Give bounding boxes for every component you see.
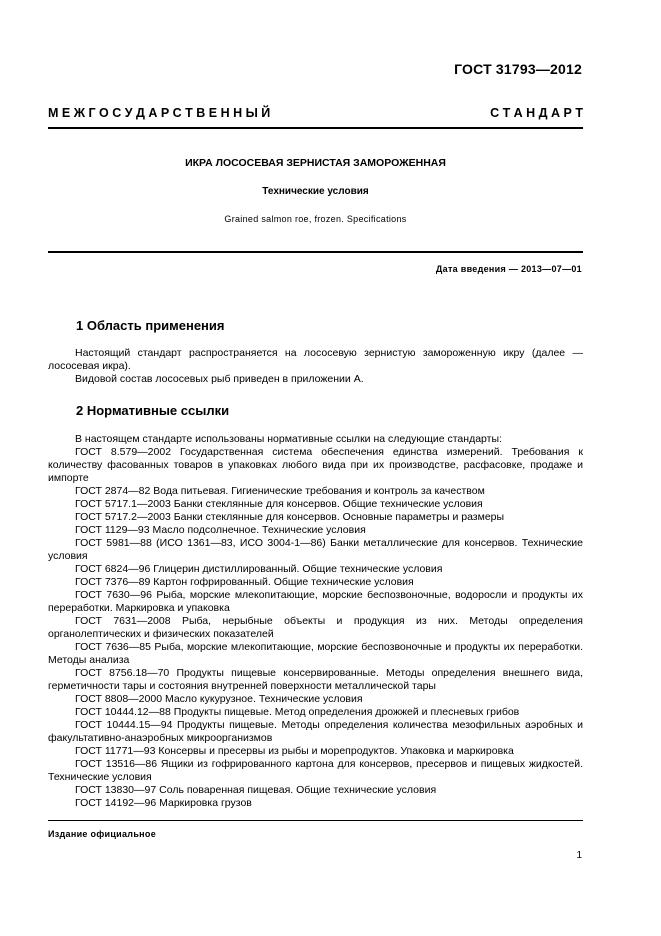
section-1-heading: 1 Область применения xyxy=(76,318,225,333)
reference-item: ГОСТ 5717.1—2003 Банки стеклянные для консервов. Общие технические условия xyxy=(75,498,483,510)
section-1-body xyxy=(48,347,583,386)
title-rule xyxy=(48,251,583,253)
section-2-heading: 2 Нормативные ссылки xyxy=(76,403,230,418)
section-2-intro: В настоящем стандарте использованы нормативные ссылки на следующие стандарты: xyxy=(75,433,502,445)
section-1-paragraph: Видовой состав лососевых рыб приведен в приложении А. xyxy=(75,373,364,385)
reference-item: ГОСТ 2874—82 Вода питьевая. Гигиенические требования и контроль за качеством xyxy=(75,485,485,497)
references-list xyxy=(48,446,583,810)
reference-item: ГОСТ 10444.12—88 Продукты пищевые. Метод определения дрожжей и плесневых грибов xyxy=(75,706,520,718)
section-1-paragraph: Настоящий стандарт распространяется на лососевую зернистую замороженную икру (далее — лососевая икра). xyxy=(48,347,583,372)
reference-item: ГОСТ 8808—2000 Масло кукурузное. Технические условия xyxy=(75,693,363,705)
reference-item: ГОСТ 7376—89 Картон гофрированный. Общие технические условия xyxy=(75,576,414,588)
document-title: ИКРА ЛОСОСЕВАЯ ЗЕРНИСТАЯ ЗАМОРОЖЕННАЯ xyxy=(185,157,446,169)
page-number: 1 xyxy=(576,850,582,861)
reference-item: ГОСТ 13516—86 Ящики из гофрированного картона для консервов, пресервов и пищевых жидкостей. Технические условия xyxy=(48,758,583,783)
document-subtitle: Технические условия xyxy=(262,186,369,197)
edition-label: Издание официальное xyxy=(48,829,157,839)
reference-item: ГОСТ 7636—85 Рыба, морские млекопитающие, морские беспозвоночные и продукты их переработки. Методы анализа xyxy=(48,641,583,666)
reference-item: ГОСТ 5717.2—2003 Банки стеклянные для консервов. Основные параметры и размеры xyxy=(75,511,505,523)
footer-rule xyxy=(48,820,583,821)
banner-word-standard: С Т А Н Д А Р Т xyxy=(490,106,583,120)
reference-item: ГОСТ 10444.15—94 Продукты пищевые. Методы определения количества мезофильных аэробных и факультативно-анаэробных микроорганизмов xyxy=(48,719,583,744)
reference-item: ГОСТ 14192—96 Маркировка грузов xyxy=(75,797,252,809)
reference-item: ГОСТ 7631—2008 Рыба, нерыбные объекты и продукция из них. Методы определения органолептических и физических показателей xyxy=(48,615,583,640)
reference-item: ГОСТ 5981—88 (ИСО 1361—83, ИСО 3004-1—86) Банки металлические для консервов. Технические условия xyxy=(48,537,583,562)
reference-item: ГОСТ 7630—96 Рыба, морские млекопитающие, морские беспозвоночные, водоросли и продукты их переработки. Маркировка и упаковка xyxy=(48,589,583,614)
reference-item: ГОСТ 11771—93 Консервы и пресервы из рыбы и морепродуктов. Упаковка и маркировка xyxy=(75,745,514,757)
top-rule xyxy=(48,127,583,129)
reference-item: ГОСТ 1129—93 Масло подсолнечное. Технические условия xyxy=(75,524,366,536)
banner-word-interstate: М Е Ж Г О С У Д А Р С Т В Е Н Н Ы Й xyxy=(48,106,271,120)
section-2-body xyxy=(48,433,583,810)
gost-number: ГОСТ 31793—2012 xyxy=(454,61,582,77)
introduction-date: Дата введения — 2013—07—01 xyxy=(435,264,582,274)
reference-item: ГОСТ 6824—96 Глицерин дистиллированный. Общие технические условия xyxy=(75,563,443,575)
reference-item: ГОСТ 8756.18—70 Продукты пищевые консервированные. Методы определения внешнего вида, герметичности тары и состояния внутренней поверхности металлической тары xyxy=(48,667,583,692)
reference-item: ГОСТ 8.579—2002 Государственная система обеспечения единства измерений. Требования к количеству фасованных товаров в упаковках любого вида при их производстве, расфасовке, продаже и импорте xyxy=(48,446,583,484)
english-title: Grained salmon roe, frozen. Specifications xyxy=(224,214,407,224)
standard-banner xyxy=(48,106,583,120)
reference-item: ГОСТ 13830—97 Соль поваренная пищевая. Общие технические условия xyxy=(75,784,437,796)
